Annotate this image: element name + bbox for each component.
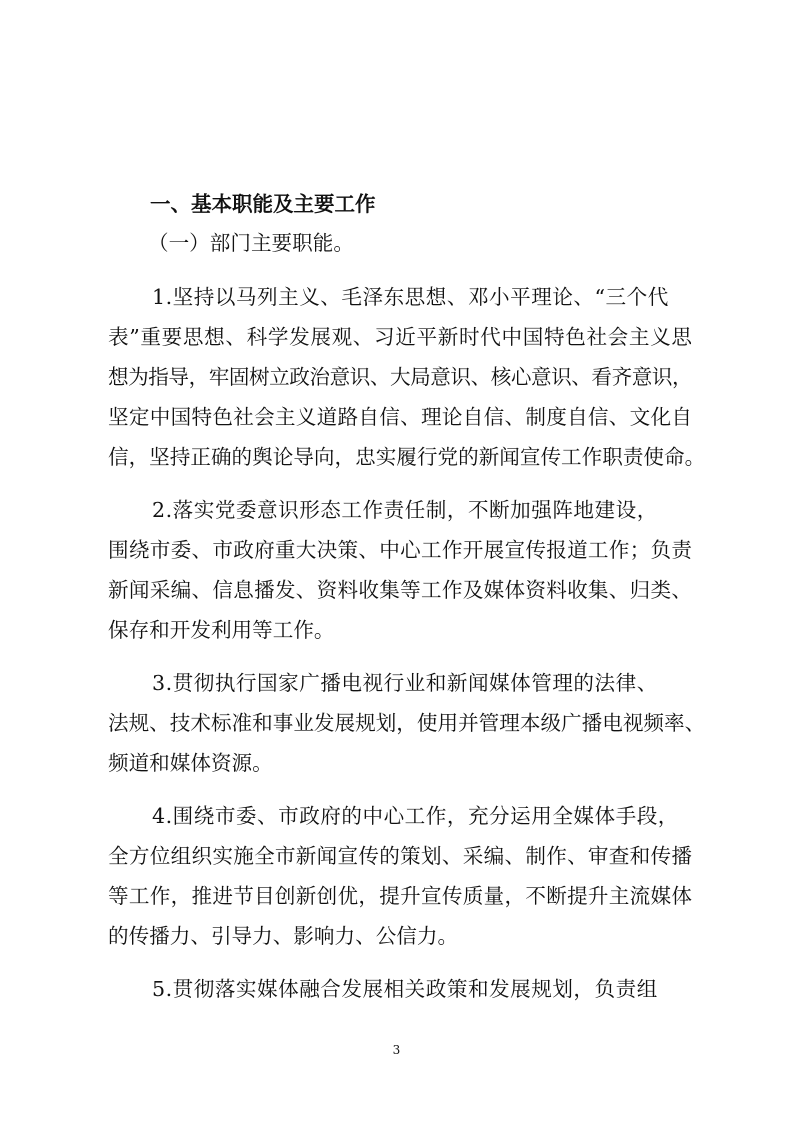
paragraph-4: [108, 796, 692, 956]
section-heading: 一、基本职能及主要工作: [150, 192, 376, 216]
paragraph-2: [108, 490, 692, 650]
text-line: 保存和开发利用等工作。: [108, 618, 335, 642]
text-line: 围绕市委、市政府重大决策、中心工作开展宣传报道工作；负责: [108, 538, 692, 562]
page-number: 3: [392, 1043, 401, 1057]
text-line: 想为指导，牢固树立政治意识、大局意识、核心意识、看齐意识，: [108, 365, 692, 389]
text-line: 2.落实党委意识形态工作责任制，不断加强阵地建设，: [152, 498, 658, 522]
text-line: 1.坚持以马列主义、毛泽东思想、邓小平理论、“三个代: [152, 285, 669, 309]
text-line: 的传播力、引导力、影响力、公信力。: [108, 924, 459, 948]
text-line: 法规、技术标准和事业发展规划，使用并管理本级广播电视频率、: [108, 711, 706, 735]
text-line: 信，坚持正确的舆论导向，忠实履行党的新闻宣传工作职责使命。: [108, 445, 706, 469]
paragraph-3: [108, 663, 706, 783]
text-line: 坚定中国特色社会主义道路自信、理论自信、制度自信、文化自: [108, 405, 692, 429]
text-line: 4.围绕市委、市政府的中心工作，充分运用全媒体手段，: [152, 804, 679, 828]
text-line: 全方位组织实施全市新闻宣传的策划、采编、制作、审查和传播: [108, 844, 692, 868]
subsection-heading: （一）部门主要职能。: [148, 231, 354, 255]
text-line: 频道和媒体资源。: [108, 751, 273, 775]
text-line: 新闻采编、信息播发、资料收集等工作及媒体资料收集、归类、: [108, 578, 692, 602]
paragraph-5: [108, 969, 692, 1009]
text-line: 5.贯彻落实媒体融合发展相关政策和发展规划，负责组: [152, 977, 658, 1001]
paragraph-1: [108, 277, 706, 477]
text-line: 3.贯彻执行国家广播电视行业和新闻媒体管理的法律、: [152, 671, 658, 695]
text-line: 等工作，推进节目创新创优，提升宣传质量，不断提升主流媒体: [108, 884, 692, 908]
text-line: 表”重要思想、科学发展观、习近平新时代中国特色社会主义思: [108, 325, 692, 349]
document-body: [108, 185, 706, 1009]
